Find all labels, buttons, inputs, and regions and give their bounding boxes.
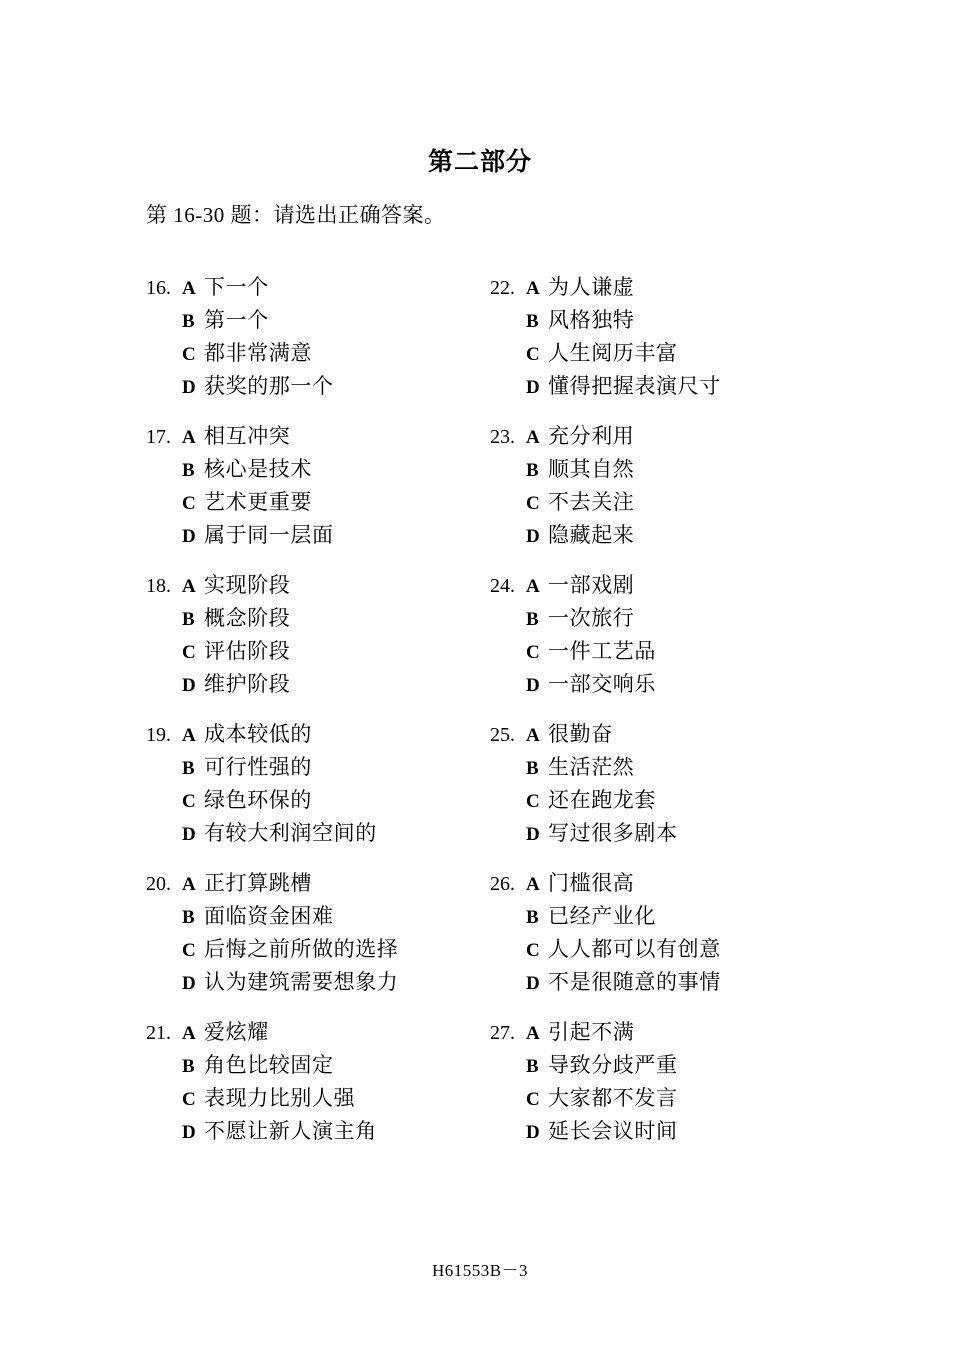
- option-letter: C: [526, 493, 540, 514]
- option-row[interactable]: [490, 900, 721, 933]
- option-letter: C: [182, 493, 196, 514]
- option-row[interactable]: [490, 370, 721, 403]
- instruction-line: 第 16-30 题：请选出正确答案。: [146, 203, 446, 227]
- option-row[interactable]: [146, 370, 398, 403]
- option-text: 可行性强的: [204, 755, 312, 779]
- option-letter: A: [526, 725, 540, 746]
- option-text: 第一个: [204, 308, 269, 332]
- option-letter: B: [526, 311, 539, 332]
- option-letter: C: [182, 940, 196, 961]
- option-text: 一部戏剧: [548, 573, 635, 597]
- option-text: 后悔之前所做的选择: [204, 937, 399, 961]
- question-column-right: [490, 271, 721, 1165]
- option-row[interactable]: [490, 784, 721, 817]
- option-row[interactable]: [490, 271, 721, 304]
- option-text: 门槛很高: [548, 871, 635, 895]
- option-row[interactable]: [490, 1082, 721, 1115]
- option-letter: A: [182, 1023, 196, 1044]
- option-row[interactable]: [490, 486, 721, 519]
- option-letter: D: [182, 377, 196, 398]
- question-block: [146, 718, 398, 850]
- option-row[interactable]: [490, 966, 721, 999]
- question-number: 27.: [490, 1022, 515, 1044]
- question-number: 21.: [146, 1022, 171, 1044]
- option-letter: B: [182, 758, 195, 779]
- option-row[interactable]: [490, 718, 721, 751]
- option-row[interactable]: [146, 602, 398, 635]
- option-letter: A: [526, 874, 540, 895]
- option-letter: D: [526, 675, 540, 696]
- option-letter: A: [182, 278, 196, 299]
- option-row[interactable]: [146, 966, 398, 999]
- option-letter: C: [526, 642, 540, 663]
- question-number: 19.: [146, 724, 171, 746]
- question-block: [146, 867, 398, 999]
- option-text: 一件工艺品: [548, 639, 656, 663]
- option-text: 引起不满: [548, 1020, 635, 1044]
- option-text: 核心是技术: [204, 457, 312, 481]
- option-text: 延长会议时间: [548, 1119, 678, 1143]
- option-letter: C: [526, 940, 540, 961]
- option-row[interactable]: [146, 784, 398, 817]
- option-row[interactable]: [490, 1049, 721, 1082]
- option-letter: D: [526, 973, 540, 994]
- option-text: 很勤奋: [548, 722, 613, 746]
- question-number: 20.: [146, 873, 171, 895]
- option-text: 不愿让新人演主角: [204, 1119, 377, 1143]
- option-letter: B: [182, 311, 195, 332]
- option-letter: A: [526, 427, 540, 448]
- option-row[interactable]: [146, 569, 398, 602]
- option-row[interactable]: [490, 420, 721, 453]
- option-text: 概念阶段: [204, 606, 291, 630]
- option-text: 角色比较固定: [204, 1053, 334, 1077]
- option-letter: A: [182, 576, 196, 597]
- option-letter: C: [182, 791, 196, 812]
- option-row[interactable]: [146, 1049, 398, 1082]
- option-row[interactable]: [146, 1082, 398, 1115]
- option-text: 认为建筑需要想象力: [204, 970, 399, 994]
- option-letter: D: [526, 1122, 540, 1143]
- option-text: 隐藏起来: [548, 523, 635, 547]
- option-letter: C: [526, 344, 540, 365]
- option-text: 下一个: [204, 275, 269, 299]
- option-text: 风格独特: [548, 308, 635, 332]
- option-row[interactable]: [146, 867, 398, 900]
- option-letter: D: [526, 526, 540, 547]
- option-text: 评估阶段: [204, 639, 291, 663]
- option-letter: A: [182, 427, 196, 448]
- question-number: 23.: [490, 426, 515, 448]
- option-letter: A: [526, 278, 540, 299]
- option-text: 正打算跳槽: [204, 871, 312, 895]
- option-text: 获奖的那一个: [204, 374, 334, 398]
- option-text: 不去关注: [548, 490, 635, 514]
- option-row[interactable]: [146, 817, 398, 850]
- option-row[interactable]: [490, 602, 721, 635]
- option-text: 懂得把握表演尺寸: [548, 374, 721, 398]
- question-number: 17.: [146, 426, 171, 448]
- option-text: 一次旅行: [548, 606, 635, 630]
- option-text: 一部交响乐: [548, 672, 656, 696]
- question-number: 25.: [490, 724, 515, 746]
- option-letter: B: [526, 758, 539, 779]
- question-number: 22.: [490, 277, 515, 299]
- option-letter: B: [526, 907, 539, 928]
- option-row[interactable]: [490, 1016, 721, 1049]
- option-row[interactable]: [146, 420, 398, 453]
- option-letter: C: [526, 791, 540, 812]
- option-letter: C: [182, 642, 196, 663]
- question-number: 18.: [146, 575, 171, 597]
- option-letter: B: [182, 907, 195, 928]
- option-row[interactable]: [146, 1115, 398, 1148]
- question-number: 24.: [490, 575, 515, 597]
- option-row[interactable]: [146, 271, 398, 304]
- question-number: 26.: [490, 873, 515, 895]
- option-row[interactable]: [490, 751, 721, 784]
- option-letter: B: [182, 609, 195, 630]
- option-letter: A: [182, 874, 196, 895]
- option-text: 维护阶段: [204, 672, 291, 696]
- option-row[interactable]: [490, 1115, 721, 1148]
- option-letter: B: [526, 609, 539, 630]
- option-letter: B: [526, 460, 539, 481]
- option-text: 充分利用: [548, 424, 635, 448]
- option-row[interactable]: [146, 1016, 398, 1049]
- option-letter: D: [182, 526, 196, 547]
- option-row[interactable]: [146, 635, 398, 668]
- question-block: [146, 271, 398, 403]
- option-row[interactable]: [490, 569, 721, 602]
- option-row[interactable]: [146, 519, 398, 552]
- option-letter: D: [526, 824, 540, 845]
- question-column-left: [146, 271, 398, 1165]
- option-text: 表现力比别人强: [204, 1086, 356, 1110]
- option-row[interactable]: [146, 933, 398, 966]
- option-text: 实现阶段: [204, 573, 291, 597]
- option-row[interactable]: [146, 751, 398, 784]
- option-letter: C: [526, 1089, 540, 1110]
- option-row[interactable]: [490, 519, 721, 552]
- option-row[interactable]: [490, 635, 721, 668]
- option-letter: D: [526, 377, 540, 398]
- option-letter: A: [526, 1023, 540, 1044]
- question-number: 16.: [146, 277, 171, 299]
- option-text: 顺其自然: [548, 457, 635, 481]
- option-text: 爱炫耀: [204, 1020, 269, 1044]
- option-text: 不是很随意的事情: [548, 970, 721, 994]
- option-text: 人人都可以有创意: [548, 937, 721, 961]
- page-title: 第二部分: [427, 149, 532, 176]
- option-text: 属于同一层面: [204, 523, 334, 547]
- option-letter: D: [182, 1122, 196, 1143]
- option-letter: A: [526, 576, 540, 597]
- option-text: 都非常满意: [204, 341, 312, 365]
- option-row[interactable]: [490, 304, 721, 337]
- question-block: [490, 867, 721, 999]
- question-block: [146, 569, 398, 701]
- question-block: [490, 718, 721, 850]
- option-row[interactable]: [146, 718, 398, 751]
- option-letter: D: [182, 824, 196, 845]
- option-row[interactable]: [146, 668, 398, 701]
- option-row[interactable]: [146, 304, 398, 337]
- option-text: 艺术更重要: [204, 490, 312, 514]
- question-block: [146, 420, 398, 552]
- question-block: [490, 420, 721, 552]
- option-row[interactable]: [490, 933, 721, 966]
- option-letter: D: [182, 973, 196, 994]
- option-text: 写过很多剧本: [548, 821, 678, 845]
- option-text: 成本较低的: [204, 722, 312, 746]
- option-text: 为人谦虚: [548, 275, 635, 299]
- question-block: [490, 271, 721, 403]
- option-row[interactable]: [146, 486, 398, 519]
- page-footer: H61553B－3: [431, 1261, 529, 1280]
- option-text: 有较大利润空间的: [204, 821, 377, 845]
- option-letter: D: [182, 675, 196, 696]
- option-row[interactable]: [490, 337, 721, 370]
- option-letter: B: [182, 1056, 195, 1077]
- option-text: 面临资金困难: [204, 904, 334, 928]
- option-text: 绿色环保的: [204, 788, 312, 812]
- option-row[interactable]: [146, 900, 398, 933]
- option-row[interactable]: [490, 453, 721, 486]
- option-text: 导致分歧严重: [548, 1053, 678, 1077]
- option-text: 相互冲突: [204, 424, 291, 448]
- option-text: 人生阅历丰富: [548, 341, 678, 365]
- option-letter: C: [182, 344, 196, 365]
- option-text: 还在跑龙套: [548, 788, 656, 812]
- option-text: 大家都不发言: [548, 1086, 678, 1110]
- option-letter: C: [182, 1089, 196, 1110]
- option-row[interactable]: [146, 337, 398, 370]
- option-letter: B: [182, 460, 195, 481]
- option-letter: A: [182, 725, 196, 746]
- option-row[interactable]: [490, 817, 721, 850]
- option-letter: B: [526, 1056, 539, 1077]
- question-block: [146, 1016, 398, 1148]
- option-text: 已经产业化: [548, 904, 656, 928]
- option-text: 生活茫然: [548, 755, 635, 779]
- option-row[interactable]: [490, 668, 721, 701]
- question-block: [490, 1016, 721, 1148]
- question-block: [490, 569, 721, 701]
- option-row[interactable]: [490, 867, 721, 900]
- option-row[interactable]: [146, 453, 398, 486]
